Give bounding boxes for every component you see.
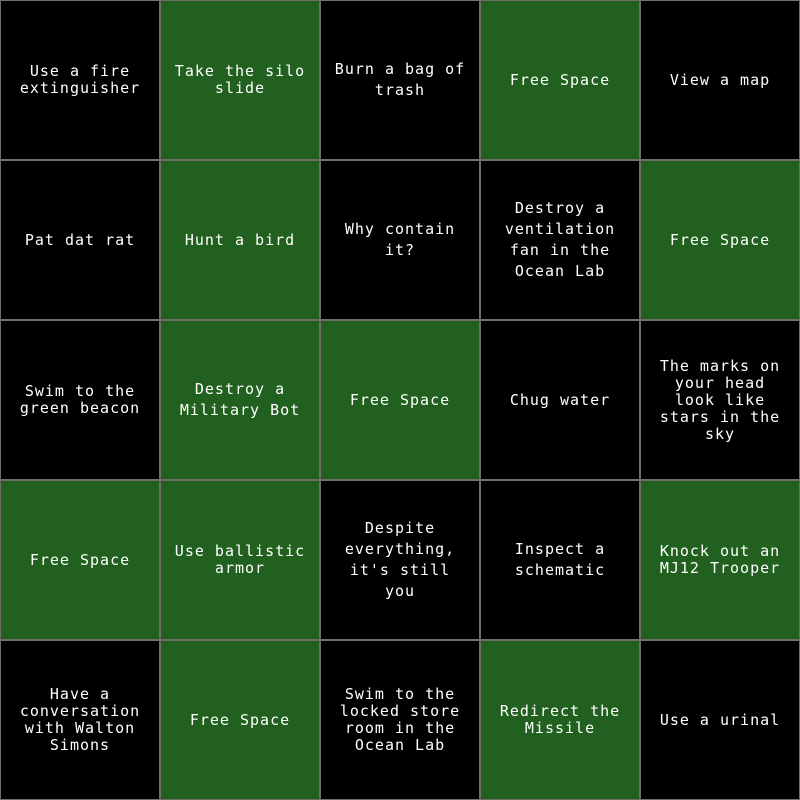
bingo-cell-label: Why contain it? (344, 220, 456, 259)
bingo-cell-r3-c5[interactable] (640, 320, 800, 480)
bingo-cell-r1-c1[interactable] (0, 0, 160, 160)
bingo-cell-r4-c5[interactable] (640, 480, 800, 640)
bingo-cell-label: Free Space (349, 390, 451, 409)
bingo-cell-r5-c5[interactable] (640, 640, 800, 800)
bingo-cell-label: Redirect the Missile (499, 702, 621, 737)
bingo-cell-label: Take the silo slide (174, 62, 306, 97)
bingo-cell-label: Free Space (189, 710, 291, 729)
bingo-cell-label: Knock out an MJ12 Trooper (659, 542, 781, 577)
bingo-cell-r1-c3[interactable] (320, 0, 480, 160)
bingo-cell-label: View a map (669, 70, 771, 89)
bingo-cell-r5-c4[interactable] (480, 640, 640, 800)
bingo-cell-r5-c2[interactable] (160, 640, 320, 800)
bingo-cell-r3-c3[interactable] (320, 320, 480, 480)
bingo-cell-r4-c3[interactable] (320, 480, 480, 640)
bingo-cell-label: Pat dat rat (24, 230, 136, 249)
bingo-cell-r2-c4[interactable] (480, 160, 640, 320)
bingo-cell-label: Inspect a schematic (514, 540, 606, 579)
bingo-cell-r2-c2[interactable] (160, 160, 320, 320)
bingo-cell-label: Free Space (669, 230, 771, 249)
bingo-cell-label: Hunt a bird (184, 230, 296, 249)
bingo-cell-r3-c2[interactable] (160, 320, 320, 480)
bingo-cell-label: Despite everything, it's still you (344, 519, 456, 600)
bingo-cell-label: The marks on your head look like stars in the sky (659, 356, 781, 443)
bingo-cell-r5-c1[interactable] (0, 640, 160, 800)
bingo-cell-r1-c4[interactable] (480, 0, 640, 160)
bingo-cell-r2-c1[interactable] (0, 160, 160, 320)
bingo-cell-r3-c1[interactable] (0, 320, 160, 480)
bingo-cell-r4-c2[interactable] (160, 480, 320, 640)
bingo-cell-r4-c4[interactable] (480, 480, 640, 640)
bingo-cell-label: Swim to the green beacon (19, 382, 141, 417)
bingo-cell-label: Destroy a ventilation fan in the Ocean Lab (504, 199, 616, 280)
bingo-cell-label: Swim to the locked store room in the Ocean Lab (339, 685, 461, 754)
bingo-cell-r1-c2[interactable] (160, 0, 320, 160)
bingo-cell-r5-c3[interactable] (320, 640, 480, 800)
bingo-cell-r1-c5[interactable] (640, 0, 800, 160)
bingo-cell-label: Free Space (29, 550, 131, 569)
bingo-cell-label: Use ballistic armor (174, 542, 306, 577)
bingo-cell-label: Chug water (509, 390, 611, 409)
bingo-cell-label: Use a fire extinguisher (19, 62, 141, 97)
bingo-cell-label: Have a conversation with Walton Simons (19, 685, 141, 754)
bingo-cell-r4-c1[interactable] (0, 480, 160, 640)
bingo-cell-r3-c4[interactable] (480, 320, 640, 480)
bingo-cell-label: Use a urinal (659, 710, 781, 729)
bingo-cell-label: Free Space (509, 70, 611, 89)
bingo-cell-label: Destroy a Military Bot (179, 380, 301, 419)
bingo-cell-r2-c3[interactable] (320, 160, 480, 320)
bingo-cell-label: Burn a bag of trash (334, 60, 466, 99)
bingo-cell-r2-c5[interactable] (640, 160, 800, 320)
